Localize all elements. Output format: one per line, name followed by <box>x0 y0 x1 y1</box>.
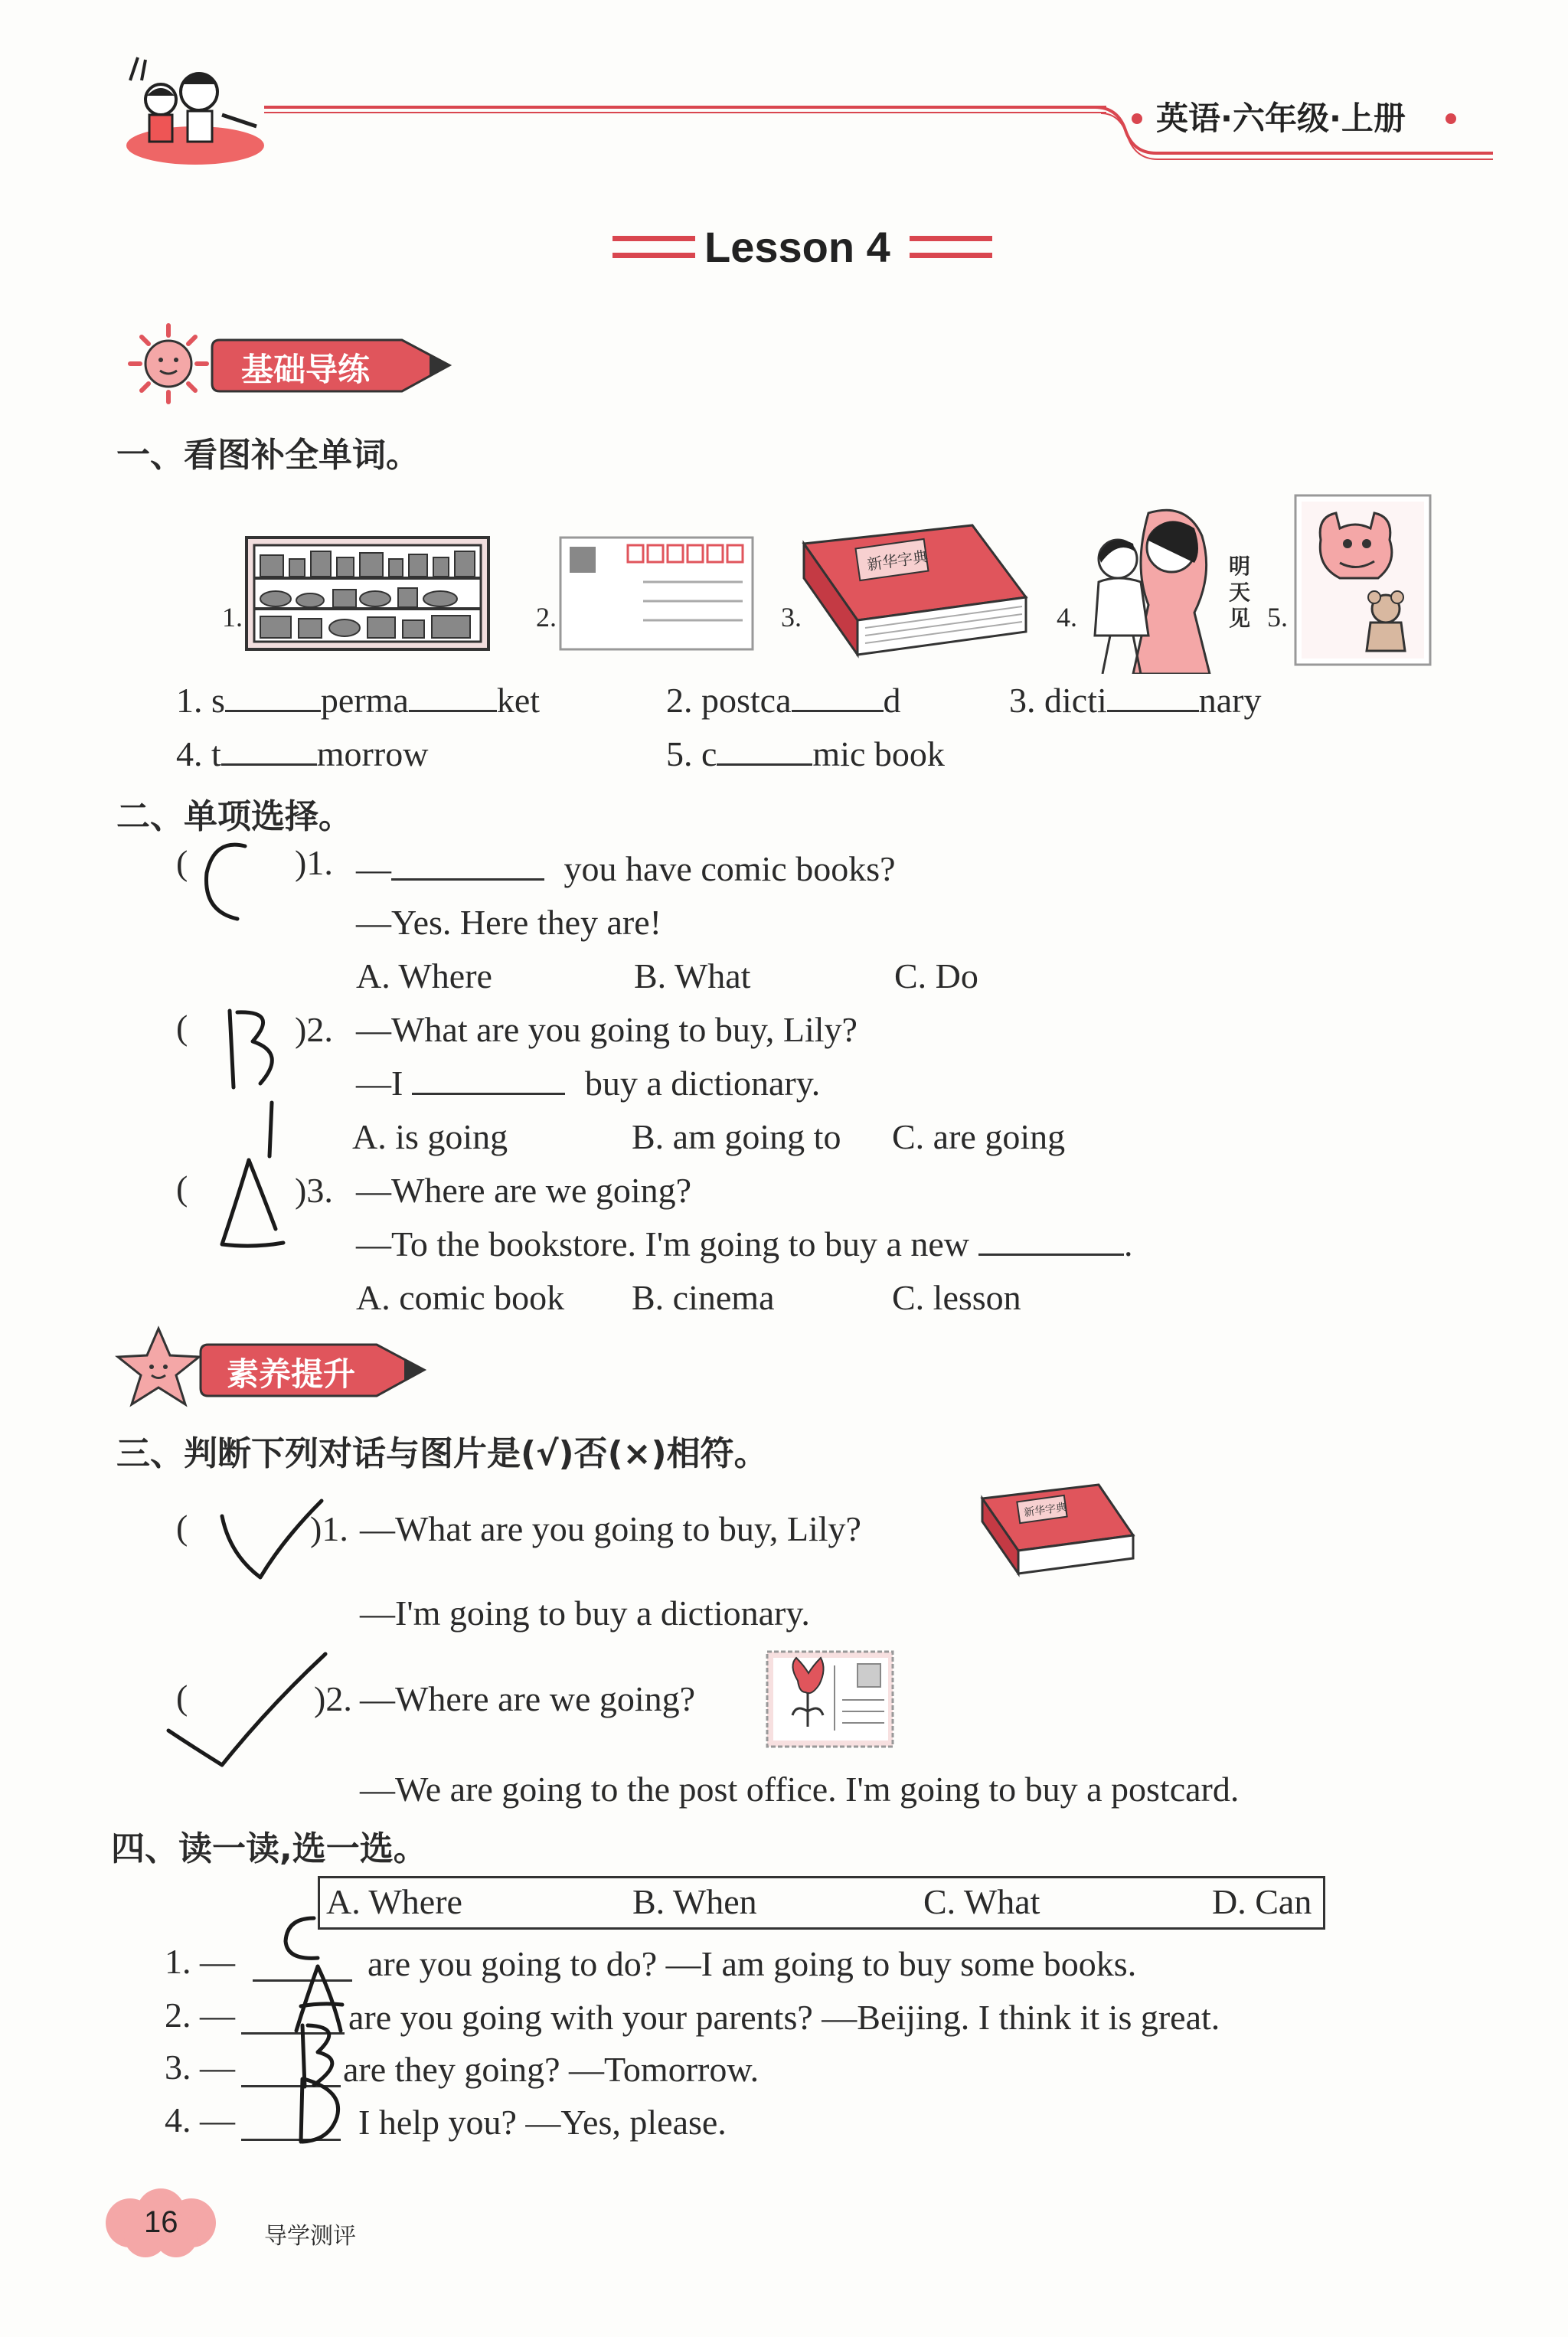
sec4-item-2-num: 2. — <box>165 1995 235 2035</box>
vertical-caption-2: 天 <box>1229 580 1251 605</box>
lesson-title: Lesson 4 <box>704 223 890 271</box>
q1-line1-post: you have comic books? <box>564 849 896 888</box>
q1-line1-pre: — <box>356 849 391 888</box>
sec1-item-3-a: nary <box>1198 681 1262 720</box>
q3-num: )3. <box>295 1171 333 1210</box>
dictionary-small-image <box>976 1482 1137 1577</box>
pic-number-5: 5. <box>1267 602 1288 632</box>
q2-option-b: B. am going to <box>632 1117 841 1156</box>
blank-1a[interactable] <box>225 709 321 712</box>
q2-line2 <box>356 1063 820 1103</box>
pic-number-4: 4. <box>1057 602 1077 632</box>
header-line-thin <box>264 112 1106 113</box>
sec4-option-c: C. What <box>923 1882 1040 1921</box>
q2-line2-post: buy a dictionary. <box>584 1064 821 1103</box>
sec1-title: 一、看图补全单词。 <box>116 436 420 475</box>
sec4-item-3-num: 3. — <box>165 2048 235 2087</box>
lesson-title-block <box>612 222 995 283</box>
book-name: 导学测评 <box>264 2223 356 2250</box>
page-number: 16 <box>144 2205 178 2239</box>
sec4-item-4-num: 4. — <box>165 2100 235 2139</box>
q3-paren-open: ( <box>176 1168 188 1208</box>
badge-improve <box>199 1342 429 1399</box>
q3-line2: —To the bookstore. I'm going to buy a new . <box>356 1224 1133 1263</box>
sec1-item-5-num: 5. c <box>666 734 717 773</box>
sec1-item-3-num: 3. dicti <box>1009 681 1107 720</box>
vertical-caption-1: 明 <box>1229 554 1251 579</box>
q2-line1: —What are you going to buy, Lily? <box>356 1010 858 1049</box>
pic-number-2: 2. <box>536 602 557 632</box>
handwritten-answer-4-4 <box>287 2071 348 2148</box>
sec4-item-1-text: are you going to do? —I am going to buy some books. <box>368 1944 1137 1983</box>
supermarket-shelf-image <box>245 536 490 651</box>
s3-q2-line1: —Where are we going? <box>360 1679 696 1718</box>
sec1-item-5 <box>666 734 945 774</box>
sec1-item-1-num: 1. s <box>176 681 225 720</box>
q2-line2-pre: —I <box>356 1064 403 1103</box>
q1-paren-open: ( <box>176 843 188 882</box>
sec4-option-a: A. Where <box>326 1882 462 1921</box>
s3-q2-num: )2. <box>314 1679 352 1718</box>
vertical-caption-3: 见 <box>1229 606 1251 631</box>
q1-option-b: B. What <box>634 956 751 995</box>
q3-option-c: C. lesson <box>892 1278 1021 1317</box>
s3-q1-paren-open: ( <box>176 1508 188 1547</box>
postcard-small-image <box>766 1650 894 1748</box>
q1-num: )1. <box>295 843 333 882</box>
sec4-options-box <box>318 1876 1325 1930</box>
badge-improve-label: 素养提升 <box>227 1355 356 1393</box>
handwritten-check-2 <box>161 1646 337 1776</box>
badge-basic <box>211 337 456 394</box>
sec4-item-1-num: 1. — <box>165 1942 235 1981</box>
sec1-item-2 <box>666 680 901 721</box>
q2-option-a: A. is going <box>352 1117 508 1156</box>
sec4-option-b: B. When <box>632 1882 757 1921</box>
header-subject: 英语·六年级·上册 <box>1156 100 1406 137</box>
postcard-image <box>559 536 754 651</box>
s3-q2-line2: —We are going to the post office. I'm going to buy a postcard. <box>360 1770 1240 1809</box>
s3-q1-num: )1. <box>310 1509 348 1548</box>
sec4-item-3-text: are they going? —Tomorrow. <box>343 2050 760 2089</box>
q3-option-a: A. comic book <box>356 1278 565 1317</box>
title-deco-left <box>612 236 695 241</box>
sec4-title: 四、读一读,选一选。 <box>111 1829 427 1868</box>
s3-q1-line2: —I'm going to buy a dictionary. <box>360 1593 810 1633</box>
q3-line1: —Where are we going? <box>356 1171 692 1210</box>
q1-blank[interactable] <box>391 878 544 881</box>
blank-4[interactable] <box>221 763 317 766</box>
q3-line2-pre: —To the bookstore. I'm going to buy a new <box>356 1224 970 1263</box>
q2-blank[interactable] <box>412 1092 565 1095</box>
sec1-item-2-a: d <box>883 681 901 720</box>
handwritten-answer-q1 <box>191 835 260 934</box>
pic-number-1: 1. <box>222 602 243 632</box>
blank-3[interactable] <box>1107 709 1199 712</box>
mother-daughter-image <box>1080 498 1225 674</box>
cartoon-kids-logo-icon <box>115 54 268 168</box>
header-dot-left <box>1132 113 1142 124</box>
sec1-item-5-a: mic book <box>812 734 945 773</box>
badge-basic-label: 基础导练 <box>241 351 371 388</box>
q1-option-a: A. Where <box>356 956 492 995</box>
sec1-item-4-num: 4. t <box>176 734 221 773</box>
q2-option-c: C. are going <box>892 1117 1066 1156</box>
q1-option-c: C. Do <box>894 956 978 995</box>
title-deco-right <box>910 236 992 241</box>
sec4-item-2-text: are you going with your parents? —Beijing. I think it is great. <box>348 1998 1220 2037</box>
title-deco-left-2 <box>612 253 695 258</box>
sec4-option-d: D. Can <box>1212 1882 1312 1921</box>
blank-5[interactable] <box>717 763 812 766</box>
blank-2[interactable] <box>792 709 884 712</box>
handwritten-answer-q2 <box>214 995 299 1164</box>
sec1-item-1-a: perma <box>320 681 409 720</box>
q3-blank[interactable] <box>978 1253 1124 1256</box>
q2-paren-open: ( <box>176 1008 188 1047</box>
sec1-item-4 <box>176 734 428 774</box>
dictionary-image <box>796 521 1030 659</box>
sec1-item-1-b: ket <box>496 681 541 720</box>
q1-line1 <box>356 848 896 889</box>
dictionary-small-cover-text: 新华字典 <box>1023 1501 1068 1520</box>
sec1-item-3 <box>1009 680 1262 721</box>
sun-icon <box>126 322 211 406</box>
handwritten-answer-q3 <box>207 1152 299 1260</box>
sec3-title: 三、判断下列对话与图片是(√)否(×)相符。 <box>116 1434 768 1473</box>
sec2-title: 二、单项选择。 <box>116 797 352 836</box>
s3-q2-paren-open: ( <box>176 1678 188 1717</box>
sec1-item-2-num: 2. postca <box>666 681 792 720</box>
pic-number-3: 3. <box>781 602 802 632</box>
sec4-item-4-text: I help you? —Yes, please. <box>358 2103 727 2142</box>
q1-line2: —Yes. Here they are! <box>356 903 662 942</box>
header-line <box>264 106 1106 109</box>
blank-1b[interactable] <box>409 709 497 712</box>
title-deco-right-2 <box>910 253 992 258</box>
sec1-item-1 <box>176 680 540 721</box>
sec1-item-4-a: morrow <box>316 734 429 773</box>
q2-num: )2. <box>295 1010 333 1049</box>
s3-q1-line1: —What are you going to buy, Lily? <box>360 1509 861 1548</box>
header-dot-right <box>1446 113 1456 124</box>
q3-option-b: B. cinema <box>632 1278 775 1317</box>
dictionary-cover-text: 新华字典 <box>865 547 929 574</box>
comic-book-image <box>1294 494 1432 666</box>
header <box>0 0 1568 176</box>
star-icon <box>115 1325 203 1409</box>
